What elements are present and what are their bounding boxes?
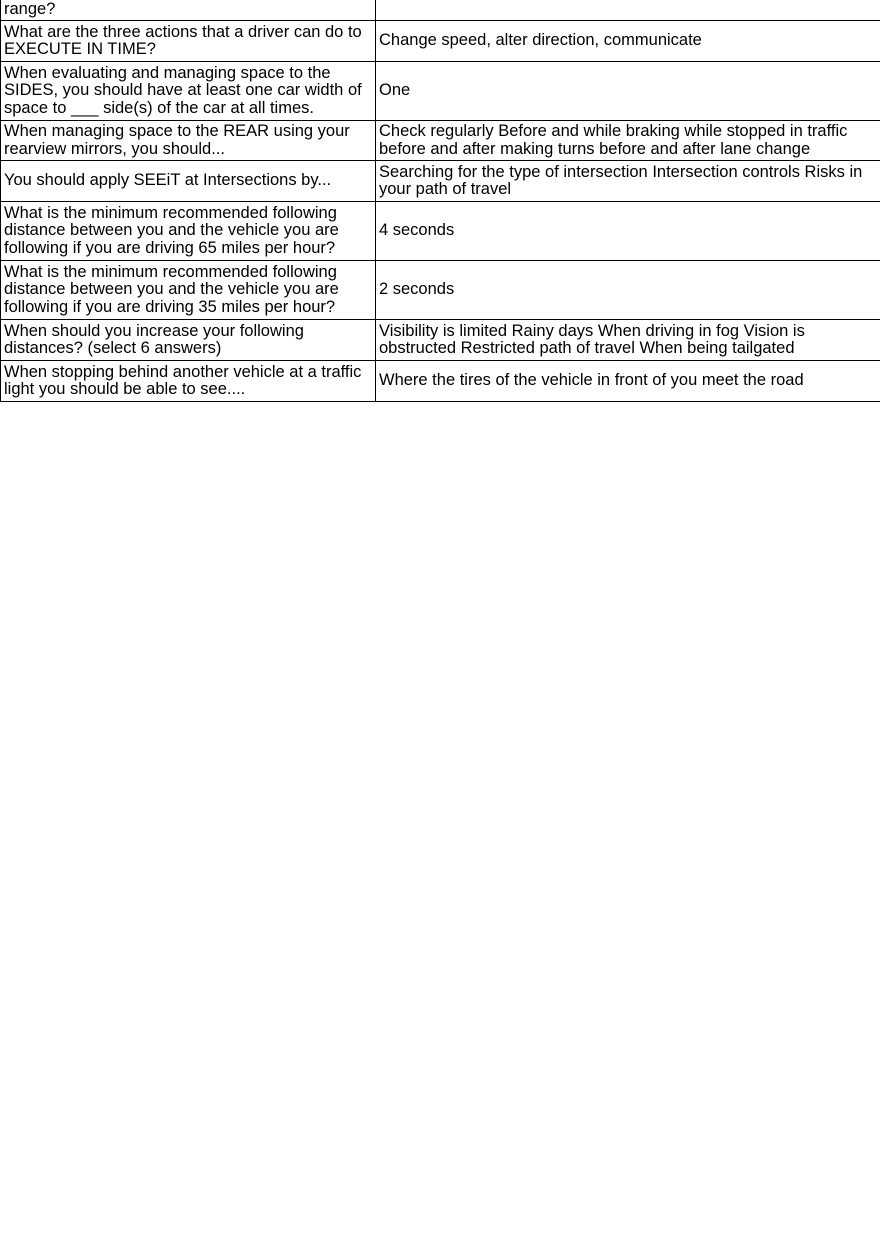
question-cell: What is the minimum recommended following distance between you and the vehicle you are following if you are driving 35 miles per hour?: [1, 261, 376, 320]
answer-cell: Visibility is limited Rainy days When driving in fog Vision is obstructed Restricted path of travel When being tailgated: [376, 320, 880, 361]
table-row: [1, 62, 880, 121]
question-cell: You should apply SEEiT at Intersections by...: [1, 161, 376, 202]
answer-cell: [376, 0, 880, 21]
question-cell: What is the minimum recommended following distance between you and the vehicle you are following if you are driving 65 miles per hour?: [1, 202, 376, 261]
question-cell: When evaluating and managing space to the SIDES, you should have at least one car width of space to ___ side(s) of the car at all times.: [1, 62, 376, 121]
question-cell: When managing space to the REAR using your rearview mirrors, you should...: [1, 121, 376, 161]
table-row: [1, 361, 880, 402]
question-cell: When stopping behind another vehicle at a traffic light you should be able to see....: [1, 361, 376, 402]
question-cell: When should you increase your following distances? (select 6 answers): [1, 320, 376, 361]
table-row: [1, 261, 880, 320]
table-row: [1, 202, 880, 261]
table-row: [1, 161, 880, 202]
answer-cell: 4 seconds: [376, 202, 880, 261]
answer-cell: Searching for the type of intersection Intersection controls Risks in your path of travel: [376, 161, 880, 202]
answer-cell: Change speed, alter direction, communicate: [376, 21, 880, 62]
table-row: [1, 121, 880, 161]
table-row: [1, 0, 880, 21]
table-row: [1, 320, 880, 361]
table-row: [1, 21, 880, 62]
answer-cell: One: [376, 62, 880, 121]
question-cell: What are the three actions that a driver can do to EXECUTE IN TIME?: [1, 21, 376, 62]
flashcard-table: [0, 0, 880, 402]
answer-cell: Where the tires of the vehicle in front of you meet the road: [376, 361, 880, 402]
answer-cell: 2 seconds: [376, 261, 880, 320]
question-cell: range?: [1, 0, 376, 21]
answer-cell: Check regularly Before and while braking while stopped in traffic before and after making turns before and after lane change: [376, 121, 880, 161]
